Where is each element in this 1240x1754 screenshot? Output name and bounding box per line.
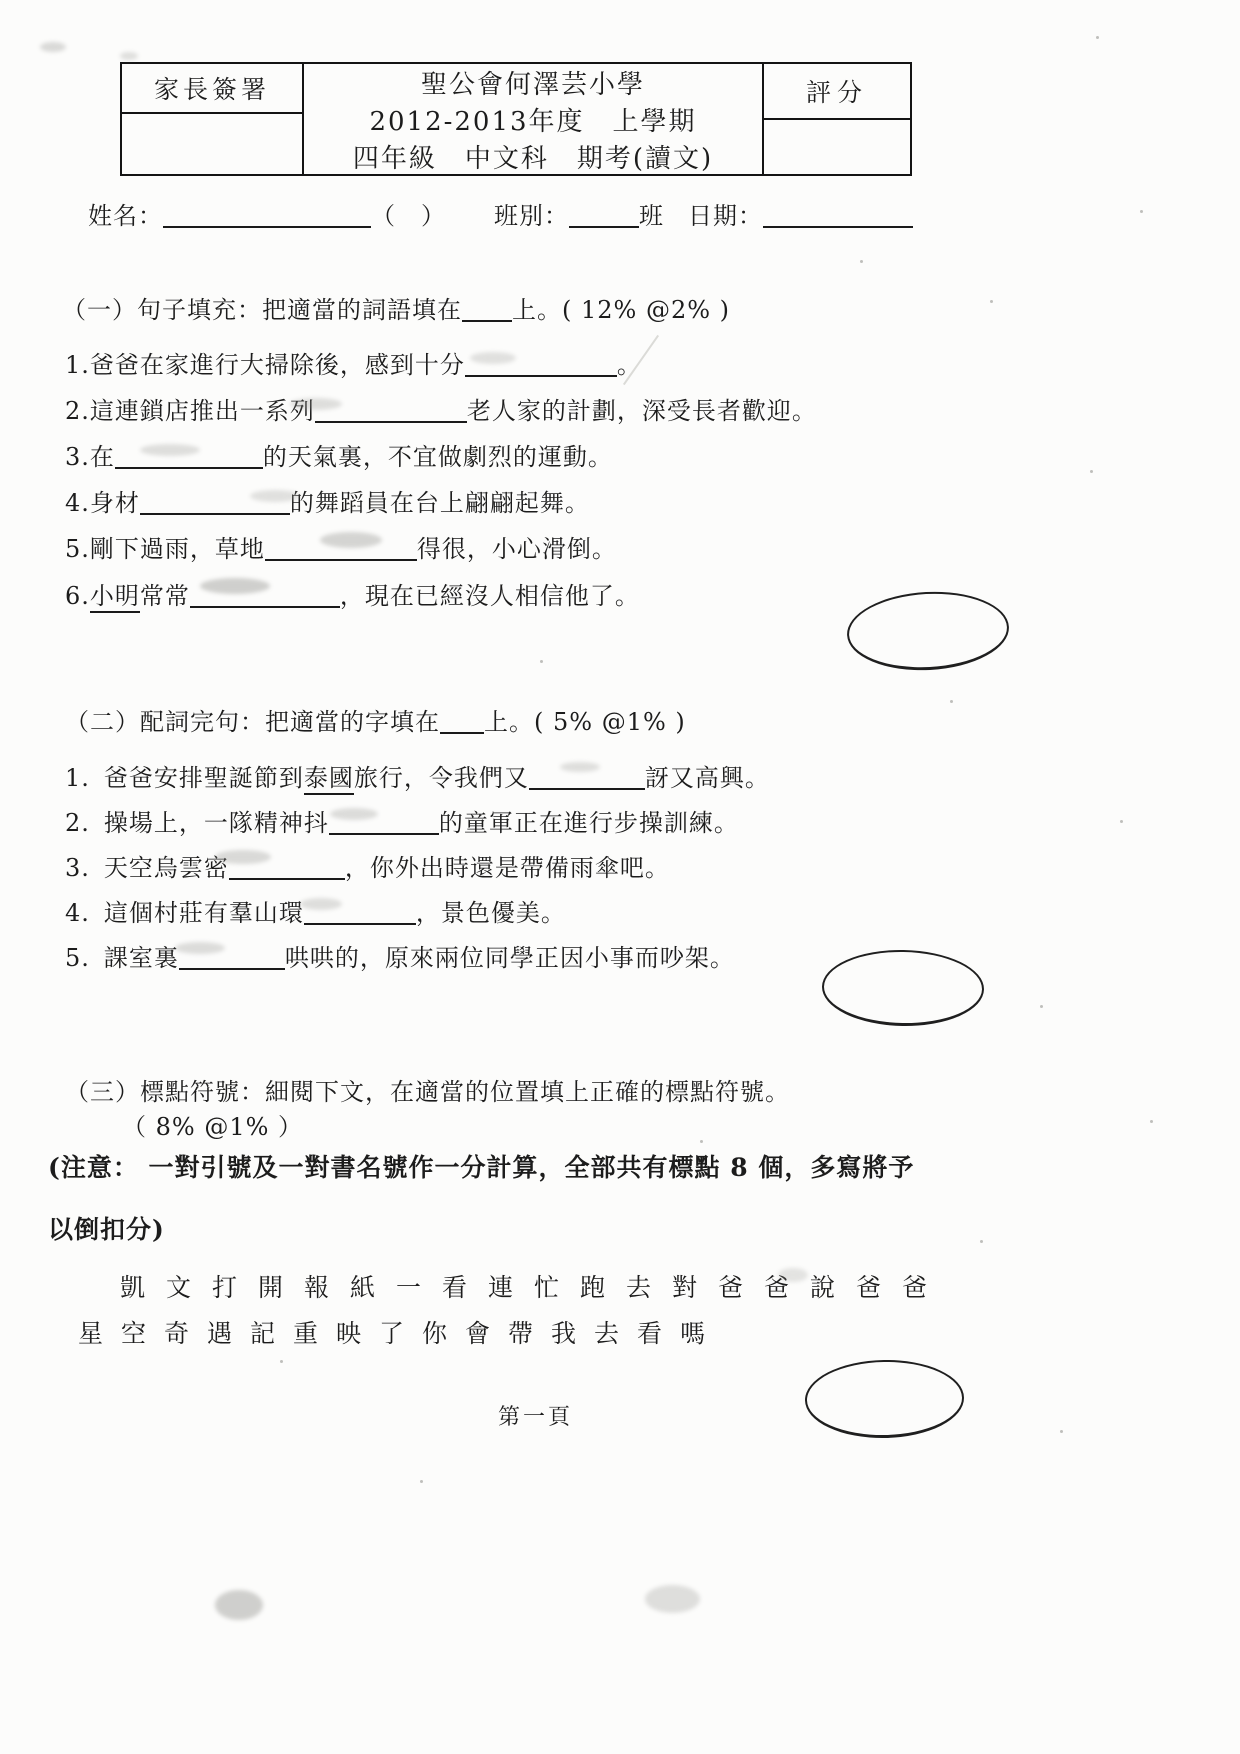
class-unit: 班	[639, 202, 664, 230]
s1-q4-blank[interactable]	[140, 489, 290, 515]
s2-q5-blank[interactable]	[179, 944, 285, 970]
section2-title-blank	[440, 708, 484, 734]
parent-signature-cell	[122, 64, 304, 174]
date-label: 日期：	[688, 202, 763, 230]
punctuation-passage-line2[interactable]: 星空奇遇記重映了你會帶我去看嗎	[78, 1319, 724, 1348]
name-blank[interactable]	[163, 202, 371, 228]
pencil-smudge	[40, 42, 66, 52]
year-term: 2012-2013年度 上學期	[369, 107, 697, 137]
parent-signature-space[interactable]	[122, 114, 302, 174]
s1-q2-blank[interactable]	[315, 397, 467, 423]
s1-question-5: 5.剛下過雨，草地 得很，小心滑倒。	[65, 535, 617, 563]
section3-note-line1: (注意： 一對引號及一對書名號作一分計算，全部共有標點 8 個，多寫將予	[48, 1153, 915, 1182]
page-number: 第一頁	[498, 1405, 574, 1430]
class-number-paren[interactable]: （ ）	[371, 202, 446, 230]
s1-q1-blank[interactable]	[465, 351, 617, 377]
section3-marks: （ 8% @1% ）	[122, 1113, 304, 1141]
exam-title-cell	[304, 64, 764, 174]
header-table	[120, 62, 912, 176]
pencil-smudge	[120, 52, 138, 60]
s1-question-2: 2.這連鎖店推出一系列 老人家的計劃，深受長者歡迎。	[65, 397, 817, 425]
pencil-smudge	[215, 1590, 263, 1620]
s2-q1-blank[interactable]	[529, 764, 645, 790]
score-circle-2	[821, 949, 984, 1028]
punctuation-passage-line1[interactable]: 凱文打開報紙一看連忙跑去對爸爸說爸爸	[120, 1273, 949, 1302]
class-blank[interactable]	[569, 202, 639, 228]
s1-question-6: 6.小明常常 ，現在已經沒人相信他了。	[65, 576, 640, 611]
s2-question-5: 5. 課室裏 哄哄的，原來兩位同學正因小事而吵架。	[65, 944, 735, 972]
section2-title: （二）配詞完句：把適當的字填在 上。( 5% @1% )	[65, 708, 686, 736]
section3-title: （三）標點符號：細閱下文，在適當的位置填上正確的標點符號。	[65, 1078, 790, 1106]
s1-q6-blank[interactable]	[190, 582, 340, 608]
date-blank[interactable]	[763, 202, 913, 228]
s2-question-1: 1. 爸爸安排聖誕節到泰國旅行，令我們又 訝又高興。	[65, 758, 770, 793]
section1-title-blank	[462, 296, 512, 322]
s2-question-3: 3. 天空烏雲密 ，你外出時還是帶備雨傘吧。	[65, 854, 670, 882]
s1-q6-underlined-word: 小明	[90, 582, 140, 613]
grade-subject-exam: 四年級 中文科 期考(讀文)	[352, 144, 714, 174]
class-label: 班別：	[494, 202, 569, 230]
s2-q2-blank[interactable]	[329, 809, 439, 835]
s2-q3-blank[interactable]	[229, 854, 345, 880]
name-label: 姓名：	[88, 202, 163, 230]
section1-title: （一）句子填充：把適當的詞語填在 上。( 12% @2% )	[62, 296, 731, 324]
section3-note-line2: 以倒扣分)	[48, 1215, 165, 1244]
score-label: 評分	[764, 64, 910, 120]
pencil-smudge	[645, 1585, 700, 1613]
school-name: 聖公會何澤芸小學	[420, 70, 645, 100]
score-cell	[764, 64, 910, 174]
score-space[interactable]	[764, 120, 910, 174]
s2-question-4: 4. 這個村莊有羣山環 ，景色優美。	[65, 899, 566, 927]
parent-signature-label: 家長簽署	[122, 64, 302, 114]
score-circle-3	[804, 1359, 964, 1440]
s1-question-3: 3.在 的天氣裏，不宜做劇烈的運動。	[65, 443, 613, 471]
s1-q3-blank[interactable]	[115, 443, 263, 469]
s2-question-2: 2. 操場上，一隊精神抖 的童軍正在進行步操訓練。	[65, 809, 739, 837]
s1-question-4: 4.身材 的舞蹈員在台上翩翩起舞。	[65, 489, 590, 517]
s2-q1-underlined-word: 泰國	[304, 764, 354, 795]
score-circle-1	[845, 588, 1011, 674]
student-info-line	[88, 196, 913, 231]
s2-q4-blank[interactable]	[304, 899, 416, 925]
s1-question-1: 1.爸爸在家進行大掃除後，感到十分 。	[65, 351, 642, 379]
s1-q5-blank[interactable]	[265, 535, 417, 561]
